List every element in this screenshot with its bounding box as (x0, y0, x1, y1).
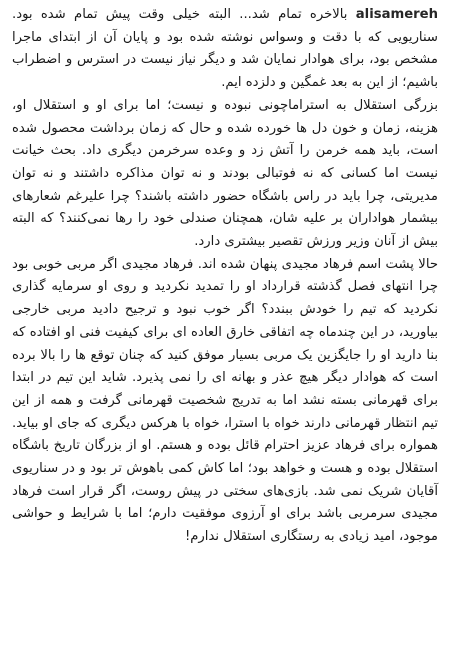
caption-text-1: بالاخره تمام شد... البته خیلی وقت پیش تمام شده بود. سناریویی که با دقت و وسواس نوشته شده بود و پایان آن از ابتدای ماجرا مشخص بود، برای هوادار نمایان شد و دیگر نیاز نیست در استرس و اضطراب باشیم؛ از این به بعد غمگین و دلزده ایم. (12, 7, 438, 91)
caption-paragraph-2: بزرگی استقلال به استراماچونی نبوده و نیست؛ اما برای او و استقلال او، هزینه، زمان و خون دل ها خورده شده و حال که زمان برداشت محصول شده است، باید همه خرمن را آتش زد و وعده سرخرمن دیگری داد. بحث خیانت نیست اما کسانی که نه فوتبالی بودند و نه توان مذاکره داشتند و نه توان مدیریتی، چرا باید در راس باشگاه حضور داشته باشند؟ چرا علیرغم شعارهای بیشمار هواداران بر علیه شان، همچنان صندلی خود را رها نمی‌کنند؟ که البته بیش از آنان وزیر ورزش تقصیر بیشتری دارد. (12, 97, 438, 250)
caption-paragraph-1 (12, 4, 438, 95)
caption-paragraph-3: حالا پشت اسم فرهاد مجیدی پنهان شده اند. فرهاد مجیدی اگر مربی خوبی بود چرا انتهای فصل گذشته قرارداد او را تمدید نکردید و روی او سرمایه گذاری نکردید که تیم را خودش ببندد؟ اگر خوب نبود و ترجیح دادید مربی خارجی بیاورید، در این چندماه چه اتفاقی خارق العاده ای برای کیفیت فنی او افتاده که بنا دارید او را جایگزین یک مربی بسیار موفق کنید که چنان توقع ها را بالا برده است که هوادار دیگر هیچ عذر و بهانه ای را نمی پذیرد. شاید این تیم در ابتدا برای قهرمانی بسته نشد اما به تدریج شخصیت قهرمانی گرفت و همه از این تیم انتظار قهرمانی دارند خواه با استرا، خواه با هرکس دیگری که جای او بیاید. همواره برای فرهاد عزیز احترام قائل بوده و هستم. او از بزرگان تاریخ باشگاه استقلال بوده و هست و خواهد بود؛ اما کاش کمی باهوش تر بود و در سناریوی آقایان شریک نمی شد. بازی‌های سختی در پیش روست، اگر قرار است فرهاد مجیدی سرمربی باشد برای او آرزوی موفقیت دارم؛ اما با شرایط و حواشی موجود، امید زیادی به رستگاری استقلال ندارم! (12, 256, 438, 545)
username-link[interactable]: alisamereh (355, 7, 438, 22)
